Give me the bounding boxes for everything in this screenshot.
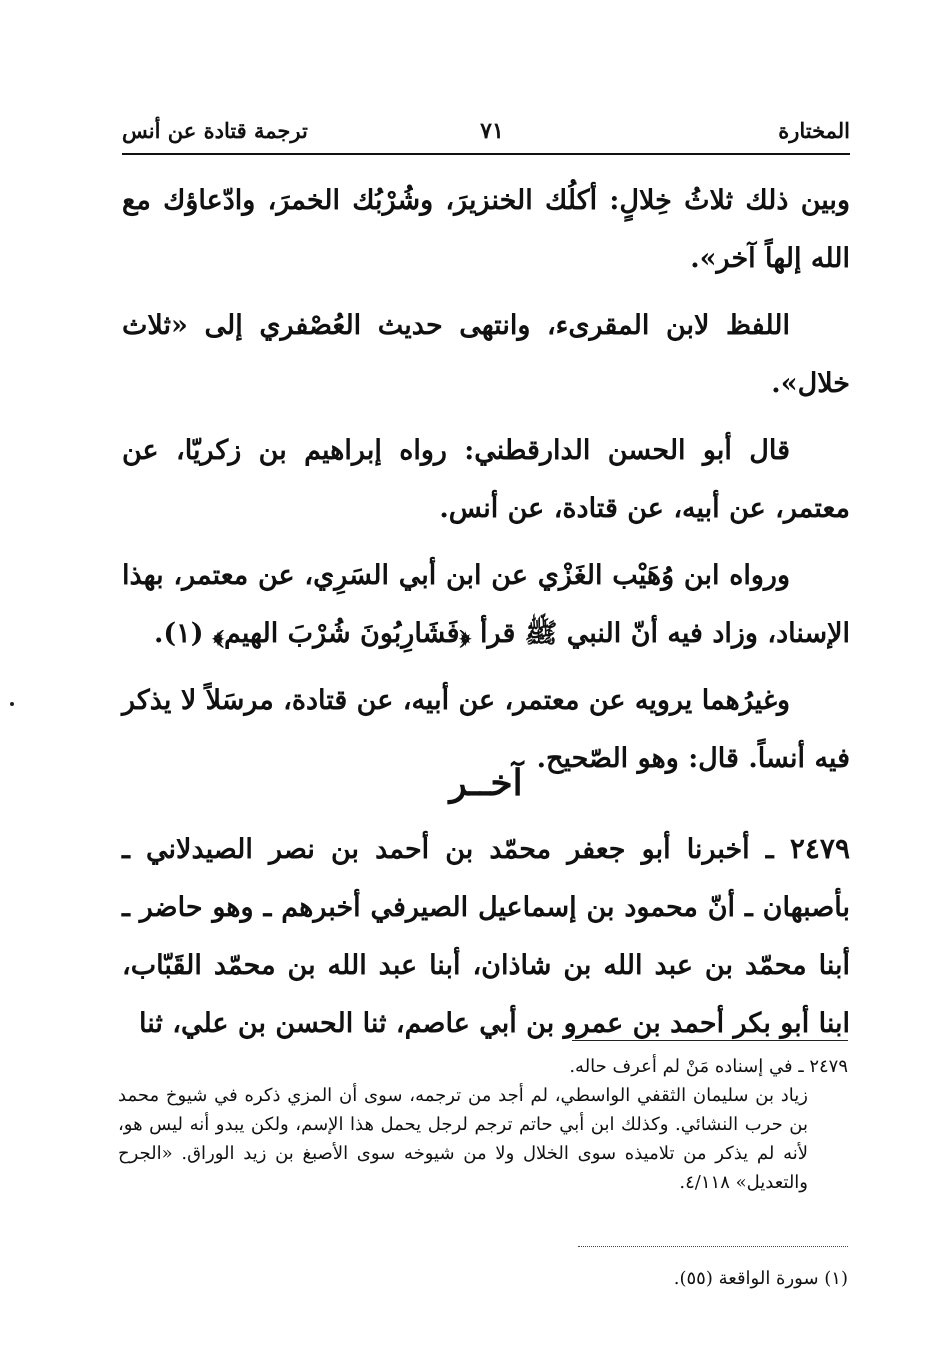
footnote: (١) سورة الواقعة (٥٥). (673, 1268, 848, 1289)
page-number: ٧١ (480, 118, 504, 144)
header-rule (122, 153, 850, 155)
note-detail: زياد بن سليمان الثقفي الواسطي، لم أجد من ترجمه، سوى أن المزي ذكره في شيوخ محمد بن حرب النشائي. وكذلك ابن أبي حاتم ترجم لرجل يحمل هذا الإسم، ولكن يبدو أنه ليس هو، لأنه لم يذكر من تلاميذه سوى الخلال ولا من شيوخه سوى الأصبغ بن زيد الوراق. «الجرح والتعديل» ٤/١١٨. (118, 1085, 808, 1193)
scan-speck (10, 702, 14, 706)
paragraph: قال أبو الحسن الدارقطني: رواه إبراهيم بن زكريّا، عن معتمر، عن أبيه، عن قتادة، عن أنس. (122, 435, 850, 524)
paragraph: وغيرُهما يرويه عن معتمر، عن أبيه، عن قتادة، مرسَلاً لا يذكر فيه أنساً. قال: وهو الصّحيح. (121, 685, 850, 774)
hadith-block (122, 820, 850, 1053)
hadith-number: ٢٤٧٩ (789, 832, 850, 865)
page-header (122, 118, 850, 154)
paragraph: وبين ذلك ثلاثُ خِلالٍ: أكلُك الخنزيرَ، وشُرْبُك الخمرَ، وادّعاؤك مع الله إلهاً آخر». (122, 185, 850, 274)
note-lead: ٢٤٧٩ ـ في إسناده مَنْ لم أعرف حاله. (569, 1056, 848, 1077)
editor-notes (118, 1052, 848, 1197)
paragraph: اللفظ لابن المقرىء، وانتهى حديث العُصْفري إلى «ثلاث خلال». (122, 310, 850, 399)
hadith-text: ـ أخبرنا أبو جعفر محمّد بن أحمد بن نصر الصيدلاني ـ بأصبهان ـ أنّ محمود بن إسماعيل الصيرفي أخبرهم ـ وهو حاضر ـ أبنا محمّد بن عبد الله بن شاذان، أبنا عبد الله بن محمّد القَبّاب، ابنا أبو بكر أحمد بن عمرو بن أبي عاصم، ثنا الحسن بن علي، ثنا (122, 834, 850, 1039)
notes-rule (572, 1040, 848, 1041)
chapter-title: ترجمة قتادة عن أنس (122, 118, 308, 143)
main-text (122, 172, 850, 797)
footnote-rule (578, 1246, 848, 1247)
paragraph: ورواه ابن وُهَيْب الغَزْي عن ابن أبي السَرِي، عن معتمر، بهذا الإسناد، وزاد فيه أنّ النبي ﷺ قرأ ﴿فَشَارِبُونَ شُرْبَ الهيم﴾ (١). (122, 560, 850, 649)
hadith-paragraph (122, 820, 850, 1053)
section-heading: آخــر (449, 762, 523, 804)
book-title: المختارة (778, 118, 850, 143)
